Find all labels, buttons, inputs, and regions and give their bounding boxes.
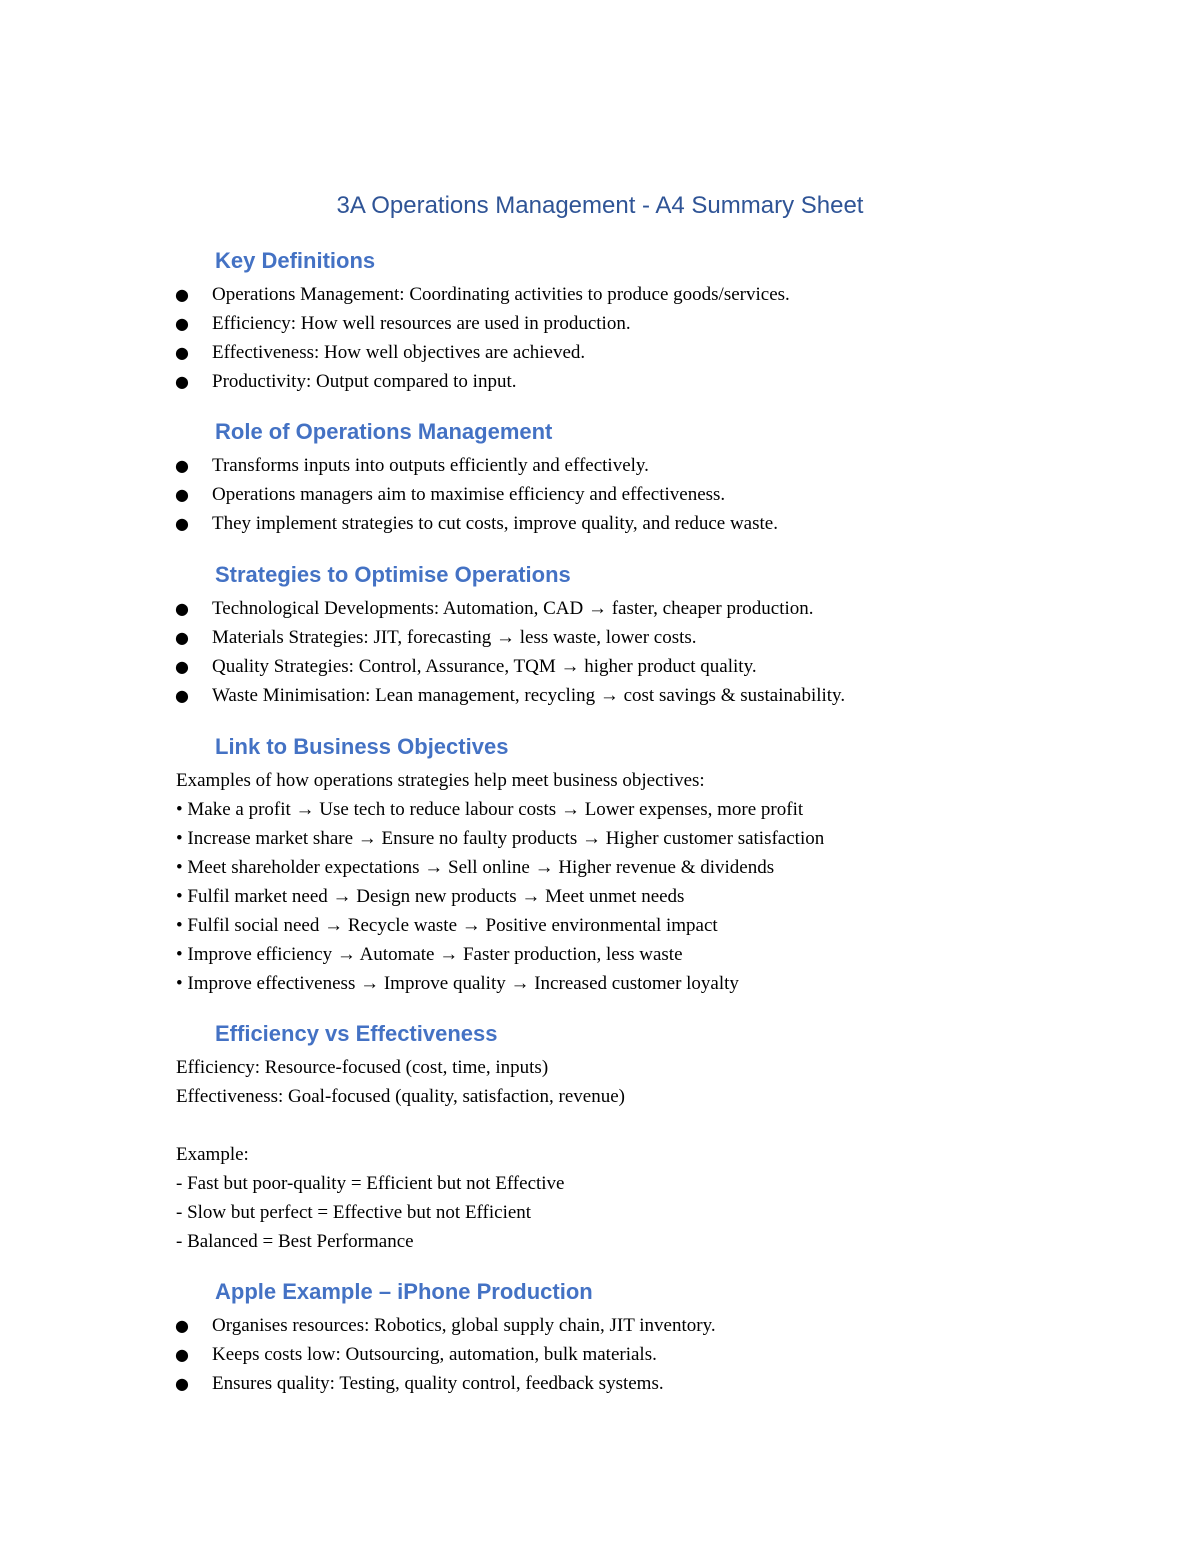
text-line: - Balanced = Best Performance xyxy=(176,1231,414,1252)
section-heading: Apple Example – iPhone Production xyxy=(215,1279,593,1304)
text-line: - Slow but perfect = Effective but not Efficient xyxy=(176,1202,532,1223)
text-line: • Increase market share → Ensure no faulty products → Higher customer satisfaction xyxy=(176,828,825,849)
section-heading: Role of Operations Management xyxy=(215,419,553,444)
bullet-list xyxy=(0,1311,1200,1398)
list-item: ● Operations Management: Coordinating activities to produce goods/services. xyxy=(0,280,1200,309)
section-heading: Efficiency vs Effectiveness xyxy=(215,1021,498,1046)
text-line: • Improve effectiveness → Improve quality → Increased customer loyalty xyxy=(176,973,739,994)
bullet-icon: ● xyxy=(175,1345,189,1364)
section-heading: Link to Business Objectives xyxy=(215,734,509,759)
bullet-icon: ● xyxy=(175,599,189,618)
list-item: ● Efficiency: How well resources are used in production. xyxy=(0,309,1200,338)
bullet-list xyxy=(0,280,1200,396)
list-item: ● Organises resources: Robotics, global supply chain, JIT inventory. xyxy=(0,1311,1200,1340)
list-item: ● Quality Strategies: Control, Assurance, TQM → higher product quality. xyxy=(0,652,1200,681)
list-item: ● Technological Developments: Automation, CAD → faster, cheaper production. xyxy=(0,594,1200,623)
list-item: ● Effectiveness: How well objectives are achieved. xyxy=(0,338,1200,367)
list-item: ● Waste Minimisation: Lean management, recycling → cost savings & sustainability. xyxy=(0,681,1200,710)
text-line: • Meet shareholder expectations → Sell online → Higher revenue & dividends xyxy=(176,857,775,878)
text-line: Example: xyxy=(176,1144,249,1165)
bullet-icon: ● xyxy=(175,1374,189,1393)
bullet-icon: ● xyxy=(175,1316,189,1335)
text-line: Effectiveness: Goal-focused (quality, satisfaction, revenue) xyxy=(176,1086,625,1107)
section-strategies xyxy=(0,560,1200,710)
list-item: ● Ensures quality: Testing, quality control, feedback systems. xyxy=(0,1369,1200,1398)
bullet-icon: ● xyxy=(175,456,189,475)
text-block xyxy=(0,766,1200,998)
text-line: • Fulfil market need → Design new products → Meet unmet needs xyxy=(176,886,685,907)
page-title: 3A Operations Management - A4 Summary Sheet xyxy=(336,192,864,219)
text-line: Efficiency: Resource-focused (cost, time, inputs) xyxy=(176,1057,549,1078)
section-role-of-operations xyxy=(0,417,1200,538)
section-heading: Key Definitions xyxy=(215,248,376,273)
list-item: ● Transforms inputs into outputs efficiently and effectively. xyxy=(0,451,1200,480)
bullet-list xyxy=(0,451,1200,538)
section-key-definitions xyxy=(0,246,1200,396)
list-item: ● Materials Strategies: JIT, forecasting → less waste, lower costs. xyxy=(0,623,1200,652)
text-line: • Make a profit → Use tech to reduce labour costs → Lower expenses, more profit xyxy=(176,799,804,820)
list-item: ● They implement strategies to cut costs, improve quality, and reduce waste. xyxy=(0,509,1200,538)
text-line: - Fast but poor-quality = Efficient but not Effective xyxy=(176,1173,565,1194)
bullet-icon: ● xyxy=(175,686,189,705)
bullet-icon: ● xyxy=(175,485,189,504)
bullet-icon: ● xyxy=(175,657,189,676)
list-item: ● Productivity: Output compared to input. xyxy=(0,367,1200,396)
list-item: ● Operations managers aim to maximise efficiency and effectiveness. xyxy=(0,480,1200,509)
text-line: Examples of how operations strategies help meet business objectives: xyxy=(176,770,705,791)
section-apple-example xyxy=(0,1277,1200,1398)
text-line xyxy=(0,1111,1200,1140)
bullet-icon: ● xyxy=(175,372,189,391)
section-efficiency-vs-effectiveness xyxy=(0,1019,1200,1256)
bullet-icon: ● xyxy=(175,628,189,647)
bullet-icon: ● xyxy=(175,514,189,533)
text-line: • Fulfil social need → Recycle waste → Positive environmental impact xyxy=(176,915,718,936)
text-block xyxy=(0,1053,1200,1256)
list-item: ● Keeps costs low: Outsourcing, automation, bulk materials. xyxy=(0,1340,1200,1369)
bullet-list xyxy=(0,594,1200,710)
bullet-icon: ● xyxy=(175,314,189,333)
bullet-icon: ● xyxy=(175,285,189,304)
text-line: • Improve efficiency → Automate → Faster production, less waste xyxy=(176,944,683,965)
section-business-objectives xyxy=(0,732,1200,998)
section-heading: Strategies to Optimise Operations xyxy=(215,562,571,587)
bullet-icon: ● xyxy=(175,343,189,362)
